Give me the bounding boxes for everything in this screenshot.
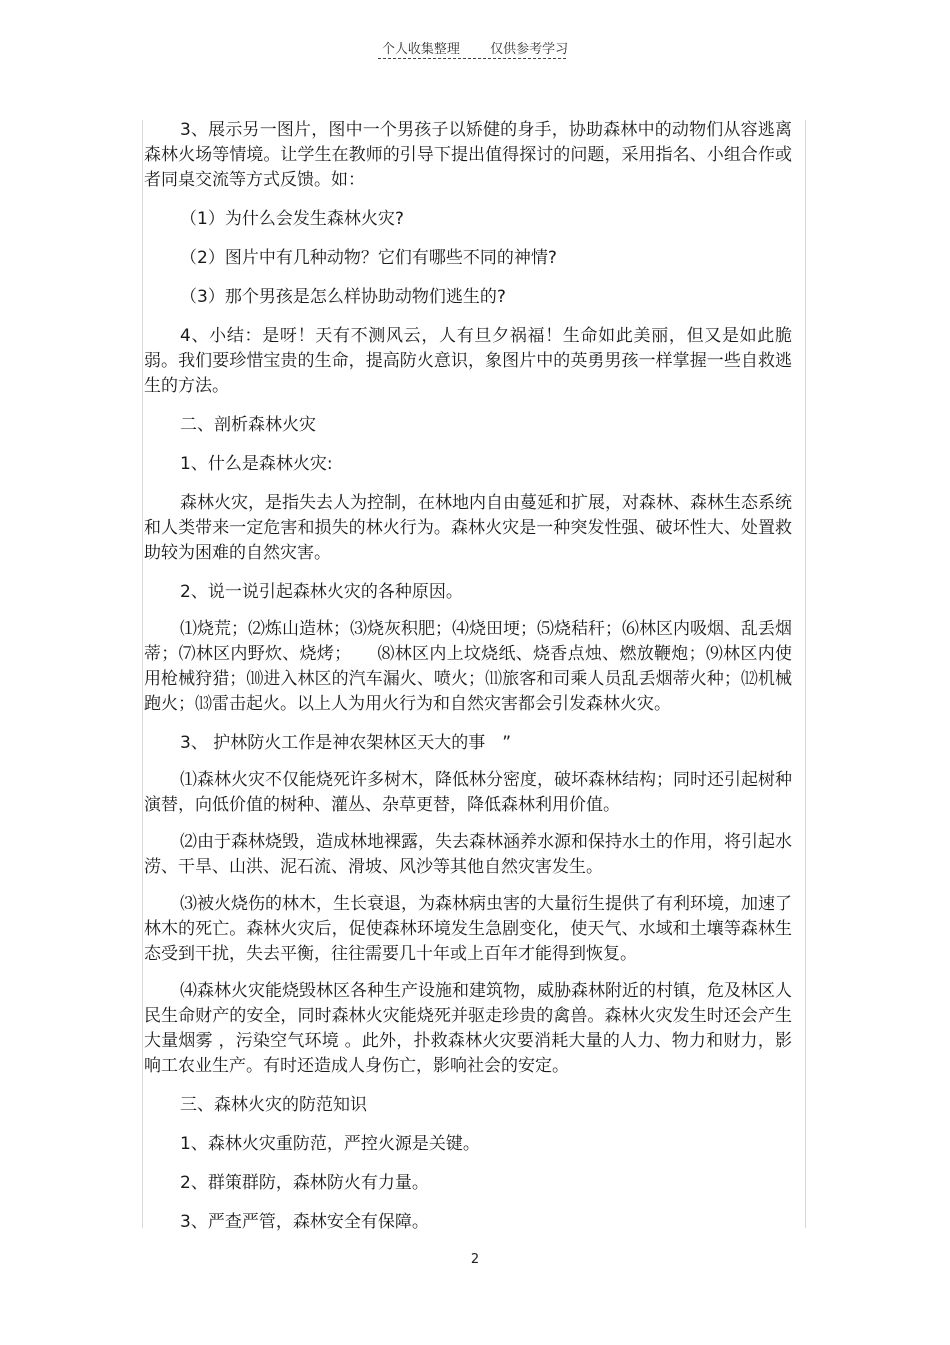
document-body bbox=[144, 118, 792, 1235]
paragraph-harm-4: ⑷森林火灾能烧毁林区各种生产设施和建筑物，威胁森林附近的村镇，危及林区人民生命财产的安全，同时森林火灾能烧死并驱走珍贵的禽兽。森林火灾发生时还会产生大量烟雾 ，污染空气环境 。此外，扑救森林火灾要消耗大量的人力、物力和财力，影响工农业生产。有时还造成人身伤亡，影响社会的安定。 bbox=[144, 981, 792, 1076]
paragraph-definition: 森林火灾，是指失去人为控制，在林地内自由蔓延和扩展，对森林、森林生态系统和人类带来一定危害和损失的林火行为。森林火灾是一种突发性强、破坏性大、处置救助较为困难的自然灾害。 bbox=[144, 493, 792, 563]
prevention-item-3: 3、严查严管，森林安全有保障。 bbox=[180, 1212, 429, 1232]
right-margin-line bbox=[805, 120, 806, 1228]
header-rule bbox=[378, 58, 566, 59]
prevention-item-1: 1、森林火灾重防范，严控火源是关键。 bbox=[180, 1134, 480, 1154]
section-heading-3: 三、森林火灾的防范知识 bbox=[180, 1095, 367, 1115]
header-right-text: 仅供参考学习 bbox=[490, 42, 569, 57]
paragraph-summary: 4、小结：是呀！天有不测风云，人有旦夕祸福！生命如此美丽，但又是如此脆弱。我们要珍惜宝贵的生命，提高防火意识，象图片中的英勇男孩一样掌握一些自救逃生的方法。 bbox=[144, 326, 792, 396]
paragraph-causes-list: ⑴烧荒；⑵炼山造林；⑶烧灰积肥；⑷烧田埂；⑸烧秸秆；⑹林区内吸烟、乱丢烟蒂；⑺林区内野炊、烧烤； ⑻林区内上坟烧纸、烧香点烛、燃放鞭炮；⑼林区内使用枪械狩猎；⑽进入林区的汽车漏火、喷火；⑾旅客和司乘人员乱丢烟蒂火种；⑿机械跑火；⒀雷击起火。以上人为用火行为和自然灾害都会引发森林火灾。 bbox=[144, 619, 792, 714]
paragraph-show-picture: 3、展示另一图片，图中一个男孩子以矫健的身手，协助森林中的动物们从容逃离森林火场等情境。让学生在教师的引导下提出值得探讨的问题，采用指名、小组合作或者同桌交流等方式反馈。如： bbox=[144, 120, 792, 190]
question-1: （1）为什么会发生森林火灾? bbox=[180, 209, 404, 229]
paragraph-harm-2: ⑵由于森林烧毁，造成林地裸露，失去森林涵养水源和保持水土的作用，将引起水涝、干旱、山洪、泥石流、滑坡、风沙等其他自然灾害发生。 bbox=[144, 832, 792, 877]
header-left-text: 个人收集整理 bbox=[381, 42, 460, 57]
question-3: （3）那个男孩是怎么样协助动物们逃生的? bbox=[180, 287, 506, 307]
page-header bbox=[0, 38, 950, 57]
question-2: （2）图片中有几种动物？它们有哪些不同的神情? bbox=[180, 248, 557, 268]
subheading-causes: 2、说一说引起森林火灾的各种原因。 bbox=[180, 582, 463, 602]
prevention-item-2: 2、群策群防，森林防火有力量。 bbox=[180, 1173, 429, 1193]
paragraph-harm-1: ⑴森林火灾不仅能烧死许多树木，降低林分密度，破坏森林结构；同时还引起树种演替，向低价值的树种、灌丛、杂草更替，降低森林利用价值。 bbox=[144, 770, 792, 815]
subheading-what-is-forest-fire: 1、什么是森林火灾: bbox=[180, 454, 333, 474]
subheading-fire-prevention: 3、 护林防火工作是神农架林区天大的事 ” bbox=[180, 733, 512, 753]
left-margin-line bbox=[142, 120, 143, 1228]
section-heading-2: 二、剖析森林火灾 bbox=[180, 415, 316, 435]
page-number: 2 bbox=[470, 1252, 480, 1267]
paragraph-harm-3: ⑶被火烧伤的林木，生长衰退，为森林病虫害的大量衍生提供了有利环境，加速了林木的死亡。森林火灾后，促使森林环境发生急剧变化，使天气、水域和土壤等森林生态受到干扰，失去平衡，往往需要几十年或上百年才能得到恢复。 bbox=[144, 894, 792, 964]
